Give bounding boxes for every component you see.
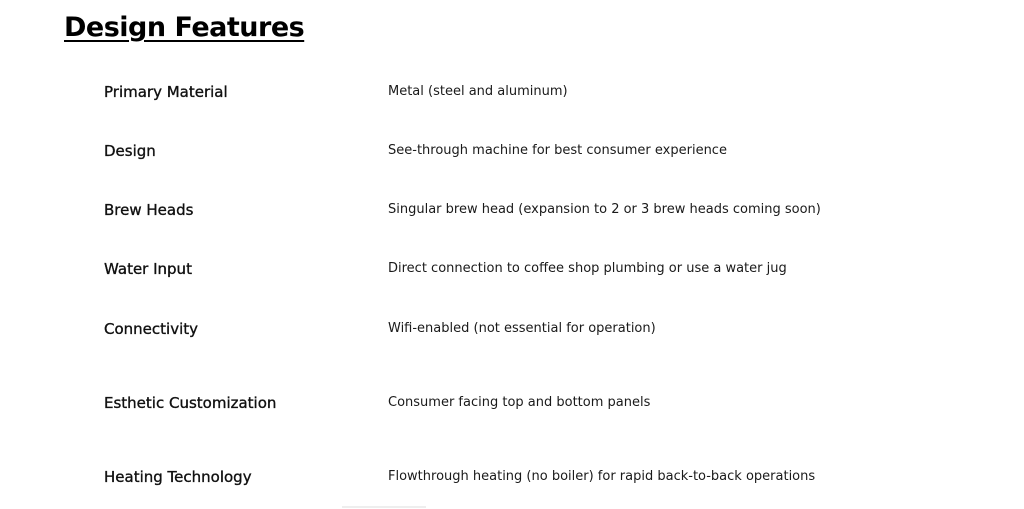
page-title: Design Features bbox=[64, 12, 305, 43]
feature-value: Wifi-enabled (not essential for operation) bbox=[388, 321, 656, 336]
feature-row-heating-technology bbox=[0, 465, 1024, 489]
feature-label: Heating Technology bbox=[104, 468, 252, 486]
feature-value: Metal (steel and aluminum) bbox=[388, 84, 568, 99]
feature-label: Brew Heads bbox=[104, 201, 194, 219]
feature-value: Flowthrough heating (no boiler) for rapid back-to-back operations bbox=[388, 469, 816, 484]
feature-row-brew-heads bbox=[0, 198, 1024, 222]
feature-row-water-input bbox=[0, 257, 1024, 281]
feature-value: Singular brew head (expansion to 2 or 3 brew heads coming soon) bbox=[388, 202, 821, 217]
feature-value: See-through machine for best consumer experience bbox=[388, 143, 727, 158]
feature-value: Direct connection to coffee shop plumbing or use a water jug bbox=[388, 261, 787, 276]
feature-value: Consumer facing top and bottom panels bbox=[388, 395, 651, 410]
feature-row-connectivity bbox=[0, 317, 1024, 341]
feature-label: Esthetic Customization bbox=[104, 394, 277, 412]
feature-label: Water Input bbox=[104, 260, 192, 278]
feature-row-design bbox=[0, 139, 1024, 163]
bottom-divider bbox=[342, 506, 426, 508]
feature-label: Connectivity bbox=[104, 320, 198, 338]
feature-label: Design bbox=[104, 142, 156, 160]
feature-row-primary-material bbox=[0, 80, 1024, 104]
feature-label: Primary Material bbox=[104, 83, 228, 101]
feature-row-esthetic-customization bbox=[0, 391, 1024, 415]
